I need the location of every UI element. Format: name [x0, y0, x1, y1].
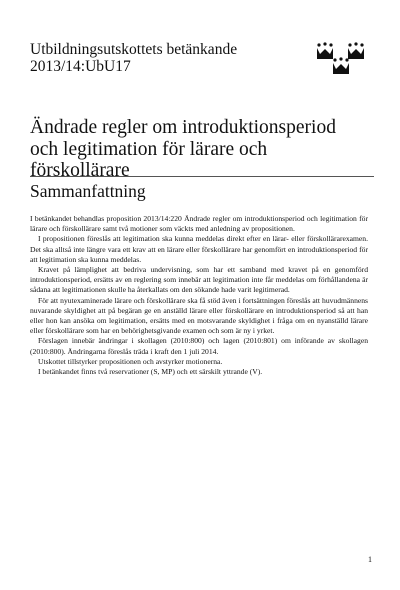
three-crowns-icon [314, 42, 368, 76]
report-header [30, 41, 237, 75]
document-title [30, 117, 360, 182]
section-heading: Sammanfattning [30, 181, 146, 201]
paragraph: Förslagen innebär ändringar i skollagen (2010:800) och lagen (2010:801) om införande av skollagen (2010:800). Ändringarna föreslås träda i kraft den 1 juli 2014. [30, 336, 368, 356]
title-line: Ändrade regler om introduktionsperiod [30, 117, 336, 138]
paragraph: I propositionen föreslås att legitimation ska kunna meddelas direkt efter en lärar- eller förskollärarexamen. Det ska alltså inte längre vara ett krav att en lärare eller förskollärare har genomfört en introduktionsperiod för att legitimation ska kunna meddelas. [30, 234, 368, 264]
summary-body [30, 214, 368, 377]
title-line: förskollärare [30, 160, 130, 181]
title-divider [30, 176, 374, 177]
title-line: och legitimation för lärare och [30, 138, 268, 160]
report-id: 2013/14:UbU17 [30, 58, 131, 75]
page-number: 1 [368, 555, 372, 564]
paragraph: För att nyutexaminerade lärare och förskollärare ska få stöd även i fortsättningen föreslås att huvudmännens nuvarande skyldighet att på begäran ge en anställd lärare eller förskollärare en introduktionsperiod så att han eller hon kan ansöka om legitimation, ersätts med en motsvarande skyldighet i fråga om en nyanställd lärare eller förskollärare som har en behörighetsgivande examen och som är ny i yrket. [30, 295, 368, 336]
committee-name: Utbildningsutskottets betänkande [30, 41, 238, 58]
paragraph: Utskottet tillstyrker propositionen och avstyrker motionerna. [38, 356, 223, 366]
paragraph: I betänkandet finns två reservationer (S, MP) och ett särskilt yttrande (V). [38, 367, 263, 377]
paragraph: I betänkandet behandlas proposition 2013/14:220 Ändrade regler om introduktionsperiod och legitimation för lärare och förskollärare samt två motioner som väckts med anledning av propositionen. [30, 214, 368, 234]
paragraph: Kravet på lämplighet att bedriva undervisning, som har ett samband med kravet på en genomförd introduktionsperiod, ersätts av en reglering som innebär att legitimation inte får meddelas om förhållandena är sådana att legitimationen skulle ha återkallats om den sökande hade varit legitimerad. [30, 265, 368, 295]
